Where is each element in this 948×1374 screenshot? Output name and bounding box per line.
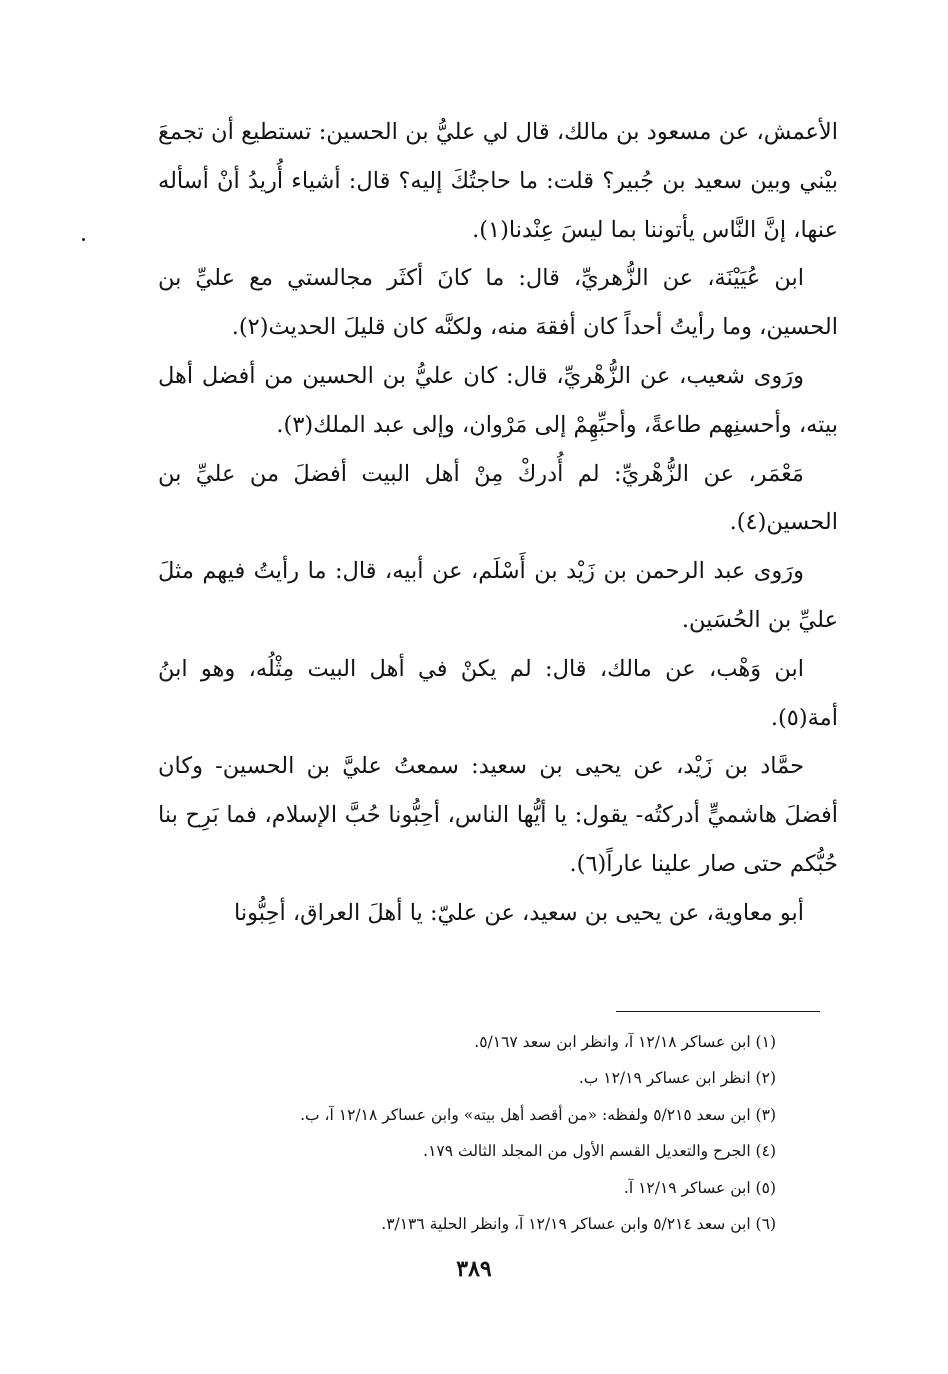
paragraph-2: ابن عُيَيْنَة، عن الزُّهريِّ، قال: ما كانَ أكثَر مجالستي مع عليِّ بن الحسين، وما رأيتُ أحداً كان أفقهَ منه، ولكنَّه كان قليلَ الحديث(٢). <box>158 265 838 341</box>
footnote-1: (١) ابن عساكر ١٢/١٨ آ، وانظر ابن سعد ٥/١٦٧. <box>474 1033 776 1051</box>
paragraph-1: الأعمش، عن مسعود بن مالك، قال لي عليُّ بن الحسين: تستطيع أن تجمعَ بيْني وبين سعيد بن جُبير؟ قلت: ما حاجتُكَ إليه؟ قال: أشياء أُريدُ أنْ أسأله عنها، إنَّ النَّاس يأتوننا بما ليسَ عِنْدنا(١). <box>158 119 838 243</box>
paragraph-8: أبو معاوية، عن يحيى بن سعيد، عن عليّ: يا أهلَ العراق، أحِبُّونا <box>234 899 804 926</box>
paragraph-6: ابن وَهْب، عن مالك، قال: لم يكنْ في أهل البيت مِثْلُه، وهو ابنُ أمة(٥). <box>158 655 838 731</box>
footnote-6: (٦) ابن سعد ٥/٢١٤ وابن عساكر ١٢/١٩ آ، وانظر الحلية ٣/١٣٦. <box>381 1215 776 1234</box>
paragraph-4: مَعْمَر، عن الزُّهْريِّ: لم أُدركْ مِنْ أهل البيت أفضلَ من عليِّ بن الحسين(٤). <box>158 460 838 536</box>
footnote-3: (٣) ابن سعد ٥/٢١٥ ولفظه: «من أقصد أهل بيته» وابن عساكر ١٢/١٨ آ، ب. <box>300 1105 776 1124</box>
page-number: ٣٨٩ <box>456 1256 492 1282</box>
footnote-divider <box>616 1011 820 1012</box>
paragraph-7: حمَّاد بن زَيْد، عن يحيى بن سعيد: سمعتُ عليَّ بن الحسين- وكان أفضلَ هاشميٍّ أدركتُه- يقول: يا أيُّها الناس، أحِبُّونا حُبَّ الإسلام، فما بَرِح بنا حُبُّكم حتى صار علينا عاراً(٦). <box>158 753 838 877</box>
main-text <box>158 108 838 938</box>
footnotes <box>170 1024 776 1242</box>
footnote-5: (٥) ابن عساكر ١٢/١٩ آ. <box>623 1178 776 1197</box>
paragraph-5: ورَوى عبد الرحمن بن زَيْد بن أَسْلَم، عن أبيه، قال: ما رأيتُ فيهم مثلَ عليِّ بن الحُسَين. <box>158 558 838 633</box>
footnote-2: (٢) انظر ابن عساكر ١٢/١٩ ب. <box>578 1069 776 1088</box>
scan-speck <box>82 238 85 241</box>
footnote-4: (٤) الجرح والتعديل القسم الأول من المجلد الثالث ١٧٩. <box>423 1142 776 1161</box>
paragraph-3: ورَوى شعيب، عن الزُّهْريِّ، قال: كان عليُّ بن الحسين من أفضل أهل بيته، وأحسنِهم طاعةً، وأحبِّهِمْ إلى مَرْوان، وإلى عبد الملك(٣). <box>158 362 838 438</box>
